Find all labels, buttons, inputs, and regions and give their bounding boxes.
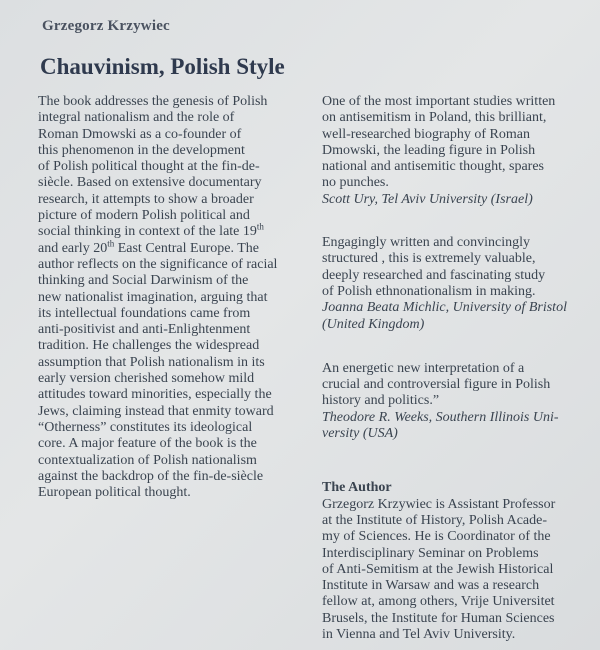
review-attribution: (United Kingdom): [322, 316, 425, 332]
description-line: picture of modern Polish political and: [38, 208, 250, 224]
review-theodore-weeks: [322, 361, 590, 442]
review-line: well-researched biography of Roman: [322, 126, 530, 142]
review-attribution: Scott Ury, Tel Aviv University (Israel): [322, 191, 533, 207]
review-line: An energetic new interpretation of a: [322, 360, 525, 376]
review-line: structured , this is extremely valuable,: [322, 251, 536, 267]
review-line: One of the most important studies written: [322, 94, 556, 109]
about-author-line: Grzegorz Krzywiec is Assistant Professor: [322, 496, 556, 512]
book-description: [38, 94, 320, 501]
review-line: Engagingly written and convincingly: [322, 235, 531, 251]
review-line: national and antisemitic thought, spares: [322, 159, 545, 175]
about-author-line: Brusels, the Institute for Human Sciences: [322, 610, 555, 626]
description-line: Jews, claiming instead that enmity toward: [38, 403, 274, 419]
review-attribution: Theodore R. Weeks, Southern Illinois Uni-: [322, 409, 559, 425]
about-author-line: Interdisciplinary Seminar on Problems: [322, 545, 539, 561]
description-line: “Otherness” constitutes its ideological: [38, 419, 253, 435]
review-line: history and politics.”: [322, 393, 440, 409]
about-author-line: at the Institute of History, Polish Acade-: [322, 512, 547, 528]
description-line: European political thought.: [38, 485, 191, 501]
review-joanna-michlic: [322, 235, 590, 333]
right-column: [322, 94, 590, 643]
description-line: this phenomenon in the development: [38, 142, 245, 158]
review-line: crucial and controversial figure in Polish: [322, 377, 551, 393]
description-line: new nationalist imagination, arguing that: [38, 289, 268, 305]
author-name: Grzegorz Krzywiec: [42, 18, 170, 34]
review-line: Dmowski, the leading figure in Polish: [322, 142, 536, 158]
about-author-line: fellow at, among others, Vrije Universitet: [322, 594, 555, 610]
about-author-line: in Vienna and Tel Aviv University.: [322, 627, 516, 643]
description-line: The book addresses the genesis of Polish: [38, 94, 268, 109]
about-author: [322, 480, 590, 643]
description-line: siècle. Based on extensive documentary: [38, 175, 262, 191]
description-line: thinking and Social Darwinism of the: [38, 273, 249, 289]
description-line: and early 20th East Central Europe. The: [38, 238, 259, 256]
description-line: author reflects on the significance of racial: [38, 256, 278, 272]
description-line: its intellectual foundations came from: [38, 305, 251, 321]
description-line: integral nationalism and the role of: [38, 110, 235, 126]
review-line: deeply researched and fascinating study: [322, 267, 546, 283]
about-author-line: of Anti-Semitism at the Jewish Historical: [322, 561, 554, 577]
description-line: of Polish political thought at the fin-de-: [38, 159, 260, 175]
book-title: Chauvinism, Polish Style: [40, 54, 285, 79]
description-line: Roman Dmowski as a co-founder of: [38, 126, 242, 142]
description-line: assumption that Polish nationalism in its: [38, 354, 265, 370]
about-author-line: my of Sciences. He is Coordinator of the: [322, 529, 551, 545]
description-line: attitudes toward minorities, especially the: [38, 387, 272, 403]
review-scott-ury: [322, 94, 590, 208]
description-line: research, it attempts to show a broader: [38, 191, 254, 207]
review-line: no punches.: [322, 175, 389, 191]
description-line: early version cherished somehow mild: [38, 371, 255, 387]
about-author-line: Institute in Warsaw and was a research: [322, 578, 540, 594]
review-line: of Polish ethnonationalism in making.: [322, 283, 536, 299]
description-line: social thinking in context of the late 19th: [38, 221, 264, 240]
about-author-heading: The Author: [322, 480, 392, 496]
review-attribution: versity (USA): [322, 426, 398, 442]
description-line: anti-positivist and anti-Enlightenment: [38, 322, 251, 338]
description-line: core. A major feature of the book is the: [38, 436, 257, 452]
review-attribution: Joanna Beata Michlic, University of Bristol: [322, 300, 567, 316]
description-line: against the backdrop of the fin-de-siècle: [38, 468, 264, 484]
description-line: tradition. He challenges the widespread: [38, 338, 260, 354]
review-line: on antisemitism in Poland, this brilliant,: [322, 110, 547, 126]
description-line: contextualization of Polish nationalism: [38, 452, 257, 468]
